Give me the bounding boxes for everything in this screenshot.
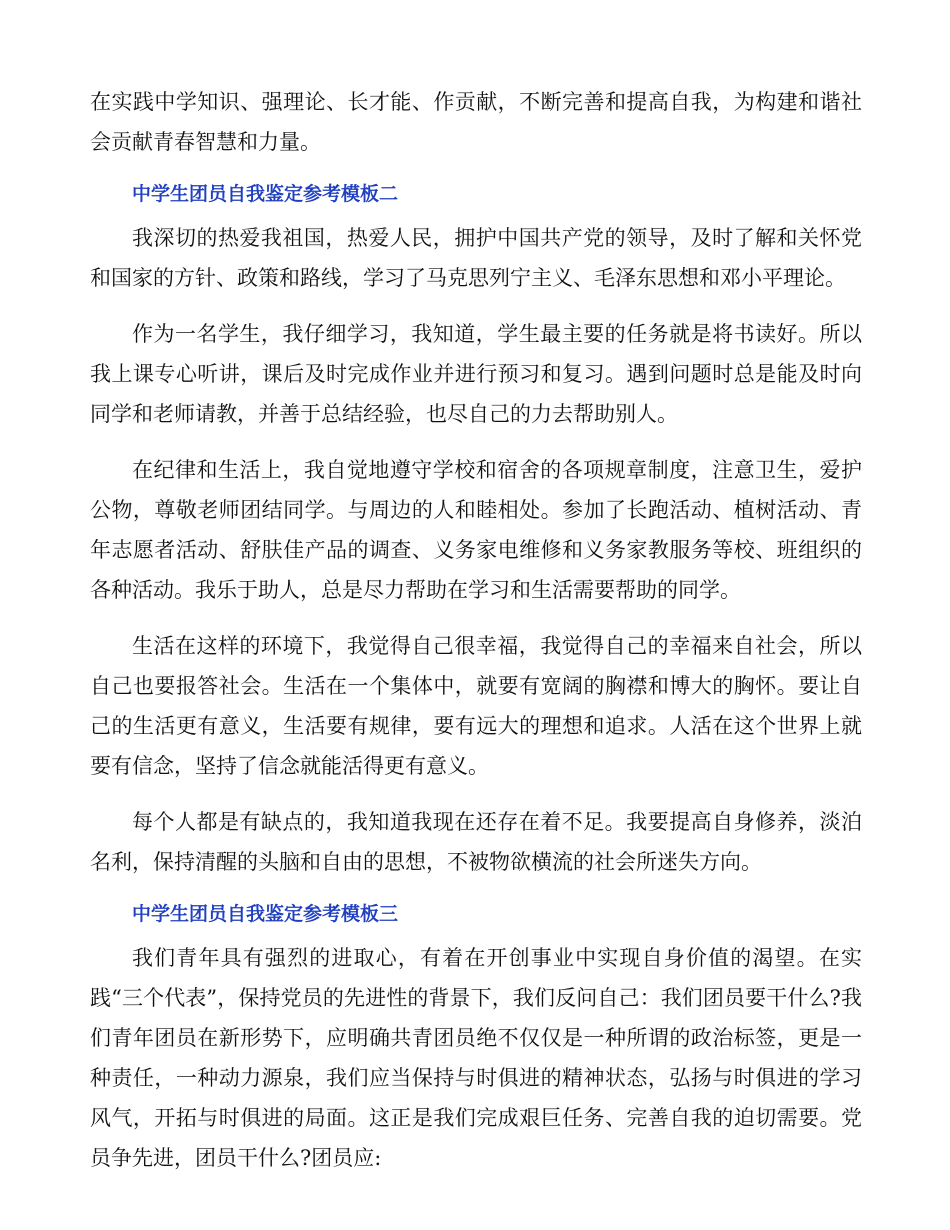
body-paragraph: 生活在这样的环境下，我觉得自己很幸福，我觉得自己的幸福来自社会，所以自己也要报答社会。生活在一个集体中，就要有宽阔的胸襟和博大的胸怀。要让自己的生活更有意义，生活要有规律，要有远大的理想和追求。人活在这个世界上就要有信念，坚持了信念就能活得更有意义。 [90,634,862,778]
section-heading-template-3: 中学生团员自我鉴定参考模板三 [132,903,399,925]
body-paragraph: 在纪律和生活上，我自觉地遵守学校和宿舍的各项规章制度，注意卫生，爱护公物，尊敬老师团结同学。与周边的人和睦相处。参加了长跑活动、植树活动、青年志愿者活动、舒肤佳产品的调查、义务家电维修和义务家教服务等校、班组织的各种活动。我乐于助人，总是尽力帮助在学习和生活需要帮助的同学。 [90,458,862,602]
body-paragraph: 我们青年具有强烈的进取心，有着在开创事业中实现自身价值的渴望。在实践“三个代表”，保持党员的先进性的背景下，我们反问自己：我们团员要干什么?我们青年团员在新形势下，应明确共青团员绝不仅仅是一种所谓的政治标签，更是一种责任，一种动力源泉，我们应当保持与时俱进的精神状态，弘扬与时俱进的学习风气，开拓与时俱进的局面。这正是我们完成艰巨任务、完善自我的迫切需要。党员争先进，团员干什么?团员应: [90,946,862,1170]
body-paragraph: 作为一名学生，我仔细学习，我知道，学生最主要的任务就是将书读好。所以我上课专心听讲，课后及时完成作业并进行预习和复习。遇到问题时总是能及时向同学和老师请教，并善于总结经验，也尽自己的力去帮助别人。 [90,322,862,426]
document-body [90,82,862,1178]
body-paragraph: 我深切的热爱我祖国，热爱人民，拥护中国共产党的领导，及时了解和关怀党和国家的方针、政策和路线，学习了马克思列宁主义、毛泽东思想和邓小平理论。 [90,226,862,290]
section-heading-template-2: 中学生团员自我鉴定参考模板二 [132,183,399,205]
body-paragraph: 每个人都是有缺点的，我知道我现在还存在着不足。我要提高自身修养，淡泊名利，保持清醒的头脑和自由的思想，不被物欲横流的社会所迷失方向。 [90,810,862,874]
intro-continuation-paragraph: 在实践中学知识、强理论、长才能、作贡献，不断完善和提高自我，为构建和谐社会贡献青春智慧和力量。 [90,90,862,154]
